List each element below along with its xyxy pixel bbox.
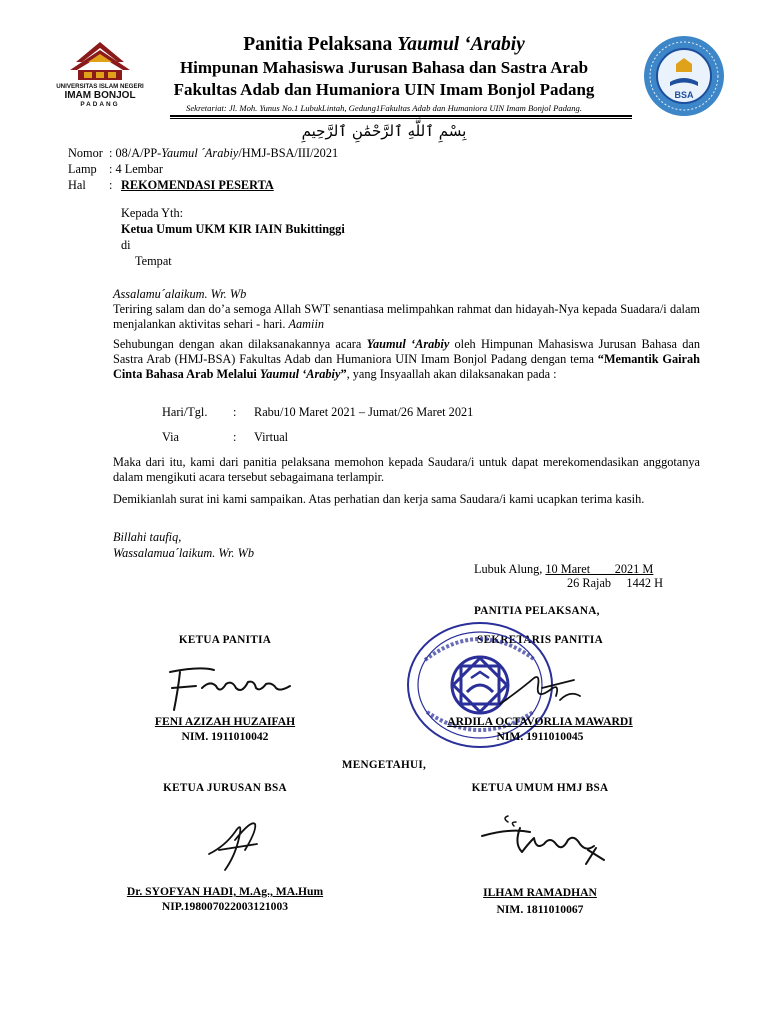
sekretaris-panitia-name: ARDILA OCTAVORLIA MAWARDI	[447, 715, 633, 728]
recipient-name: Ketua Umum UKM KIR IAIN Bukittinggi	[121, 222, 345, 236]
ketua-panitia-signature	[150, 650, 300, 718]
paragraph-event: Sehubungan dengan akan dilaksanakannya acara Yaumul ‘Arabiy oleh Himpunan Mahasiswa Jurusan Bahasa dan Sastra Arab (HMJ-BSA) Fakultas Adab dan Humaniora UIN Imam Bonjol Padang dengan tema “Memantik Gairah Cinta Bahasa Arab Melalui Yaumul ‘Arabiy”, yang Insyaallah akan dilaksanakan pada :	[113, 337, 700, 381]
ketua-jurusan-title: KETUA JURUSAN BSA	[163, 782, 287, 794]
greeting: Assalamu´alaikum. Wr. Wb	[113, 287, 247, 301]
hal-value: REKOMENDASI PESERTA	[121, 178, 274, 192]
via-label: Via	[162, 430, 180, 444]
ketua-panitia-nim: NIM. 1911010042	[181, 730, 269, 743]
via-colon: :	[233, 430, 237, 444]
logo-line3: PADANG	[80, 101, 120, 108]
hari-value: Rabu/10 Maret 2021 – Jumat/26 Maret 2021	[254, 405, 474, 419]
secretariat-address: Sekretariat: Jl. Moh. Yunus No.1 LubukLintah, Gedung1Fakultas Adab dan Humaniora UIN Imam Bonjol Padang.	[186, 103, 582, 113]
ketua-hmj-nim: NIM. 1811010067	[496, 903, 584, 916]
ketua-hmj-name: ILHAM RAMADHAN	[483, 886, 597, 899]
basmala: بِسْمِ ٱللَّهِ ٱلرَّحْمَٰنِ ٱلرَّحِيمِ	[301, 122, 467, 140]
ketua-jurusan-name: Dr. SYOFYAN HADI, M.Ag., MA.Hum	[126, 885, 324, 898]
hal-label: Hal	[68, 178, 86, 192]
logo-line1: UNIVERSITAS ISLAM NEGERI	[56, 83, 144, 90]
kepada-yth: Kepada Yth:	[121, 206, 184, 220]
sekretaris-panitia-title: SEKRETARIS PANITIA	[477, 634, 603, 646]
header-rule-thin	[170, 118, 632, 119]
ketua-panitia-name: FENI AZIZAH HUZAIFAH	[154, 715, 296, 728]
ketua-panitia-title: KETUA PANITIA	[178, 634, 272, 646]
ketua-hmj-signature	[470, 808, 620, 870]
ketua-hmj-title: KETUA UMUM HMJ BSA	[471, 782, 609, 794]
hari-colon: :	[233, 405, 237, 419]
organization-name: Himpunan Mahasiswa Jurusan Bahasa dan Sastra Arab	[179, 58, 589, 77]
committee-heading: PANITIA PELAKSANA,	[474, 605, 600, 617]
nomor-label: Nomor	[68, 146, 103, 160]
hari-label: Hari/Tgl.	[162, 405, 208, 419]
logo-line2: IMAM BONJOL	[64, 90, 136, 101]
ketua-jurusan-nip: NIP.198007022003121003	[161, 900, 289, 913]
closing-wassalam: Wassalamua´laikum. Wr. Wb	[113, 546, 254, 560]
closing-billahi: Billahi taufiq,	[113, 530, 182, 544]
sekretaris-panitia-nim: NIM. 1911010045	[496, 730, 584, 743]
faculty-name: Fakultas Adab dan Humaniora UIN Imam Bonjol Padang	[173, 80, 595, 99]
lamp-value: : 4 Lembar	[109, 162, 163, 176]
date-hijri: 26 Rajab 1442 H	[567, 576, 663, 590]
paragraph-request: Maka dari itu, kami dari panitia pelaksana memohon kepada Saudara/i untuk dapat merekomendasikan anggotanya dalam mengikuti acara tersebut sebagaimana terlampir.	[113, 455, 700, 484]
date-place: Lubuk Alung, 10 Maret 2021 M	[474, 562, 654, 576]
nomor-value: : 08/A/PP-Yaumul ´Arabiy/HMJ-BSA/III/2021	[109, 146, 339, 160]
paragraph-closing: Demikianlah surat ini kami sampaikan. Atas perhatian dan kerja sama Saudara/i kami ucapkan terima kasih.	[113, 492, 645, 506]
logo-bsa-label: BSA	[674, 90, 694, 100]
hmj-bsa-logo	[640, 34, 728, 118]
lamp-label: Lamp	[68, 162, 97, 176]
letter-title: Panitia Pelaksana Yaumul ‘Arabiy	[243, 34, 525, 55]
mengetahui-heading: MENGETAHUI,	[341, 759, 427, 771]
recipient-tempat: Tempat	[135, 254, 172, 268]
via-value: Virtual	[254, 430, 289, 444]
hal-colon: :	[109, 178, 113, 192]
paragraph-opening: Teriring salam dan do’a semoga Allah SWT senantiasa melimpahkan rahmat dan hidayah-Nya kepada Suadara/i dalam menjalankan aktivitas sehari - hari. Aamiin	[113, 302, 700, 331]
recipient-di: di	[121, 238, 131, 252]
header-rule	[170, 115, 632, 117]
sekretaris-panitia-signature	[490, 660, 590, 720]
ketua-jurusan-signature	[195, 810, 275, 878]
